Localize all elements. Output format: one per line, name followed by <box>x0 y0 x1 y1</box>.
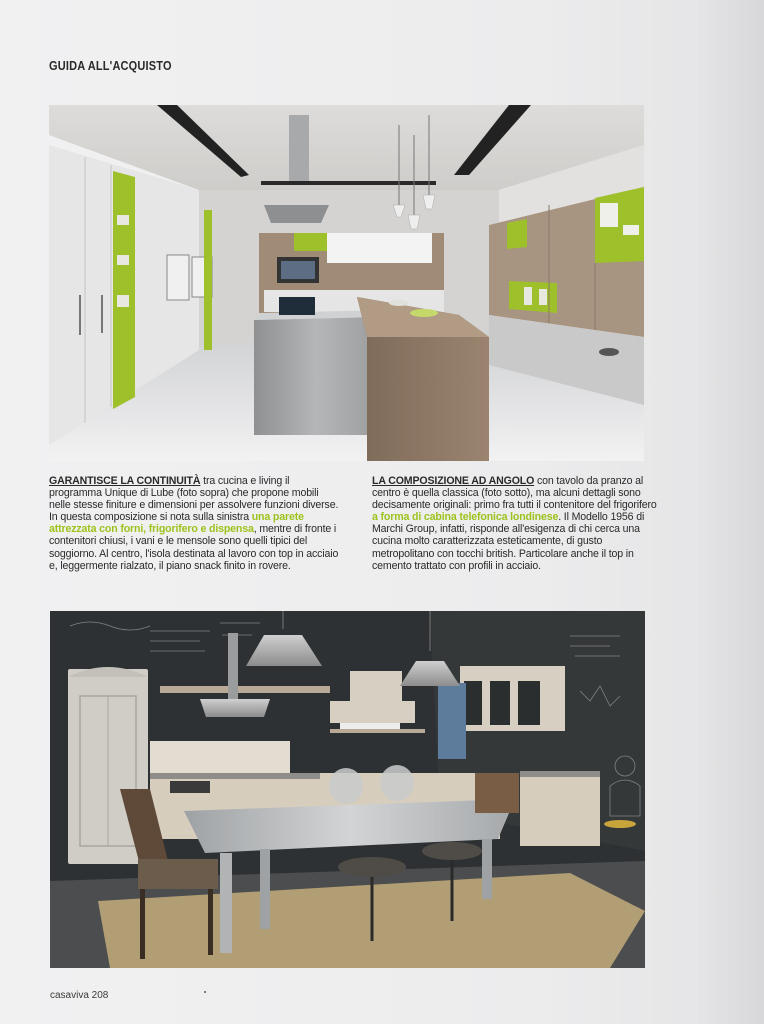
page-edge-shadow <box>694 0 764 1024</box>
caption-text: con tavolo da pranzo al centro è quella classica (foto sotto), ma alcuni dettagli sono decisamente originali: primo fra tutti il contenitore del frigorifero <box>372 475 657 512</box>
caption-lead: LA COMPOSIZIONE AD ANGOLO <box>372 475 535 487</box>
caption-highlight: una parete attrezzata con forni, frigorifero e dispensa <box>49 511 304 536</box>
page-number: casaviva 208 <box>50 990 109 1001</box>
caption-marchi-1956 <box>372 475 662 572</box>
caption-text: . Il Modello 1956 di Marchi Group, infatti, risponde all'esigenza di chi cerca una cucina molto caratterizzata esteticamente, di gusto metropolitano con tocchi british. Particolare anche il top in cemento trattato con profili in acciaio. <box>372 511 645 572</box>
caption-lube-unique <box>49 475 339 572</box>
section-title: GUIDA ALL'ACQUISTO <box>49 59 172 73</box>
caption-text: , mentre di fronte i contenitori chiusi, i vani e le mensole sono quelli tipici del soggiorno. Al centro, l'isola destinata al lavoro con top in acciaio e, leggermente rialzato, il piano snack finito in rovere. <box>49 523 339 572</box>
industrial-kitchen-illustration <box>50 611 645 968</box>
caption-lead: GARANTISCE LA CONTINUITÀ <box>49 475 201 487</box>
modern-kitchen-illustration <box>49 105 644 461</box>
caption-highlight: a forma di cabina telefonica londinese <box>372 511 559 524</box>
caption-text: tra cucina e living il programma Unique di Lube (foto sopra) che propone mobili nelle stesse finiture e dimensioni per assolvere funzioni diverse. In questa composizione si nota sulla sinistra <box>49 475 339 524</box>
page-speck <box>204 991 206 993</box>
photo-modern-kitchen <box>49 105 644 461</box>
photo-industrial-kitchen <box>50 611 645 968</box>
